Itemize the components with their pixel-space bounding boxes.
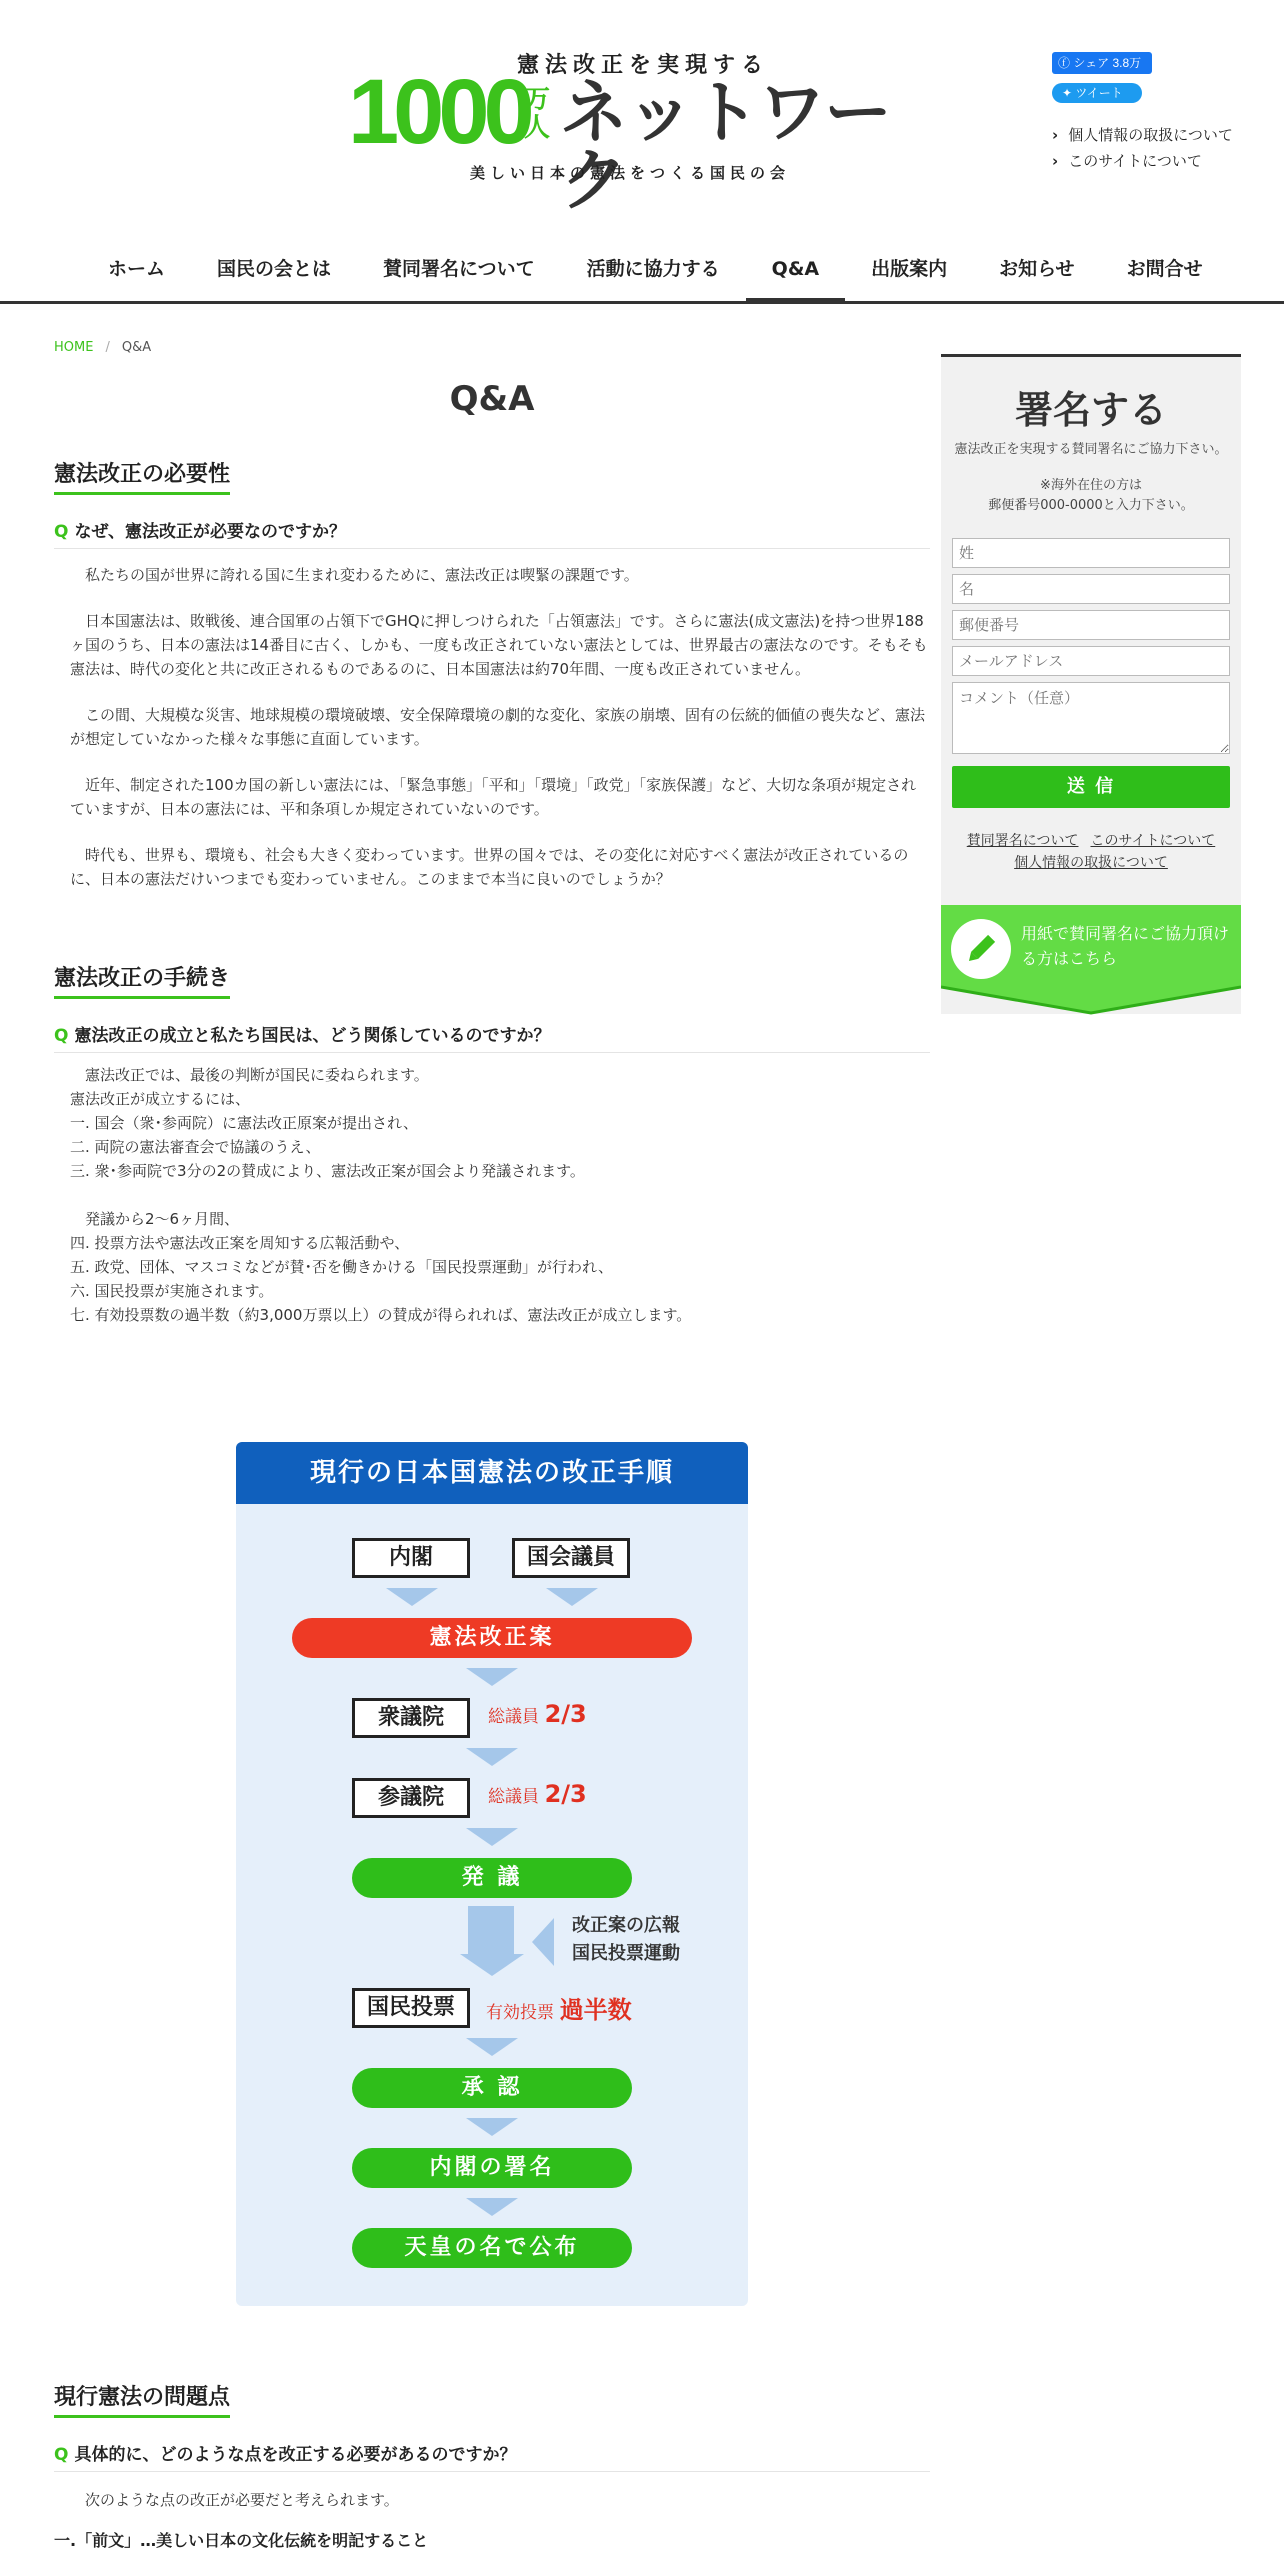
procedure-line: 発議から2～6ヶ月間、	[85, 1210, 240, 1228]
nav-item-contact[interactable]: お問合せ	[1126, 258, 1203, 280]
flow-diet-member: 国会議員	[512, 1538, 630, 1578]
down-arrow-icon	[546, 1588, 598, 1606]
paper-signature-text: 用紙で賛同署名にご協力頂ける方はこちら	[1021, 924, 1230, 968]
down-arrow-icon	[466, 2198, 518, 2216]
privacy-link[interactable]: 個人情報の取扱について	[1014, 855, 1168, 871]
procedure-line: 三. 衆･参両院で3分の2の賛成により、憲法改正案が国会より発議されます。	[70, 1162, 585, 1180]
procedure-line: 五. 政党、団体、マスコミなどが賛･否を働きかける「国民投票運動」が行われ、	[70, 1258, 613, 1276]
tweet-label: ツイート	[1075, 86, 1123, 100]
campaign-line: 国民投票運動	[572, 1943, 680, 1964]
last-name-field[interactable]	[952, 538, 1230, 568]
postal-code-field[interactable]	[952, 610, 1230, 640]
down-arrow-icon	[466, 1828, 518, 1846]
pencil-icon	[951, 919, 1011, 979]
logo-subtitle: 美しい日本の憲法をつくる国民の会	[470, 164, 791, 182]
main-nav	[82, 250, 1229, 302]
procedure-line	[54, 1183, 930, 1207]
section-heading-necessity: 憲法改正の必要性	[54, 457, 230, 495]
lower-house-ratio	[488, 1700, 587, 1728]
signature-title: 署名する	[1014, 388, 1167, 432]
comment-field[interactable]	[952, 682, 1230, 754]
answer-paragraph: 日本国憲法は、敗戦後、連合国軍の占領下でGHQに押しつけられた「占領憲法」です。さらに憲法(成文憲法)を持つ世界188ヶ国のうち、日本の憲法は14番目に古く、しかも、一度も改正されていない憲法としては、世界最古の憲法なのです。そもそも憲法は、時代の変化と共に改正されるものであるのに、日本国憲法は約70年間、一度も改正されていません。	[70, 612, 928, 678]
logo-man: 万人	[524, 85, 551, 143]
section-heading-procedure: 憲法改正の手続き	[54, 961, 230, 999]
site-logo[interactable]	[348, 44, 938, 221]
header-link-label: このサイトについて	[1068, 152, 1202, 170]
signature-description: 憲法改正を実現する賛同署名にご協力下さい。	[954, 442, 1228, 457]
header-link-label: 個人情報の取扱について	[1068, 126, 1233, 144]
down-arrow-icon	[386, 1588, 438, 1606]
facebook-share-label: シェア 3.8万	[1073, 56, 1142, 70]
answer-paragraph: 私たちの国が世界に誇れる国に生まれ変わるために、憲法改正は喫緊の課題です。	[85, 566, 639, 584]
question-text: 具体的に、どのような点を改正する必要があるのですか？	[74, 2445, 517, 2465]
site-about-link[interactable]: このサイトについて	[1090, 833, 1216, 849]
down-arrow-icon	[466, 1668, 518, 1686]
chevron-right-icon: ›	[1052, 152, 1059, 170]
question-text: 憲法改正の成立と私たち国民は、どう関係しているのですか？	[74, 1026, 551, 1046]
flow-upper-house: 参議院	[352, 1778, 470, 1818]
flow-referendum: 国民投票	[352, 1988, 470, 2028]
procedure-line: 憲法改正では、最後の判断が国民に委ねられます。	[85, 1066, 429, 1084]
flow-lower-house: 衆議院	[352, 1698, 470, 1738]
down-arrow-icon	[460, 1954, 524, 1976]
signature-sidebar	[941, 354, 1241, 1014]
twitter-icon: ✦	[1062, 86, 1076, 100]
social-buttons	[1052, 52, 1152, 103]
signature-note: ※海外在住の方は	[1040, 478, 1142, 493]
paper-signature-banner[interactable]	[941, 905, 1241, 1015]
flow-cabinet: 内閣	[352, 1538, 470, 1578]
left-arrow-icon	[532, 1918, 554, 1966]
flow-hatsugi: 発 議	[352, 1858, 632, 1898]
question-heading	[54, 1021, 930, 1053]
nav-item-qa[interactable]: Q&A	[746, 250, 845, 302]
tweet-button[interactable]	[1052, 83, 1142, 103]
answer-paragraph: この間、大規模な災害、地球規模の環境破壊、安全保障環境の劇的な変化、家族の崩壊、固有の伝統的価値の喪失など、憲法が想定していなかった様々な事態に直面しています。	[70, 706, 926, 748]
section-heading-problems: 現行憲法の問題点	[54, 2380, 230, 2418]
ratio-value: 2/3	[544, 1700, 587, 1728]
procedure-line: 六. 国民投票が実施されます。	[70, 1282, 274, 1300]
breadcrumb-separator: /	[105, 340, 110, 355]
logo-tagline: 憲法改正を実現する	[516, 53, 769, 78]
question-heading	[54, 2440, 930, 2472]
chevron-right-icon: ›	[1052, 126, 1059, 144]
signature-about-link[interactable]: 賛同署名について	[966, 833, 1079, 849]
amendment-flowchart	[236, 1442, 748, 2306]
procedure-line: 憲法改正が成立するには、	[70, 1090, 251, 1108]
breadcrumb-current: Q&A	[121, 340, 152, 355]
breadcrumb-home[interactable]: HOME	[54, 340, 94, 355]
submit-button[interactable]: 送 信	[952, 766, 1230, 808]
header-links	[1052, 122, 1233, 174]
nav-item-news[interactable]: お知らせ	[999, 258, 1075, 280]
ratio-label: 総議員	[488, 1707, 539, 1727]
page-title: Q&A	[449, 379, 535, 419]
procedure-list	[54, 1063, 930, 1327]
nav-item-cooperate[interactable]: 活動に協力する	[586, 258, 720, 280]
q-mark: Q	[54, 522, 69, 542]
ratio-value: 過半数	[559, 1996, 632, 2024]
question-heading	[54, 517, 930, 549]
question-text: なぜ、憲法改正が必要なのですか？	[74, 522, 346, 542]
facebook-icon: ⓕ	[1058, 56, 1074, 70]
answer-paragraph: 時代も、世界も、環境も、社会も大きく変わっています。世界の国々では、その変化に対応すべく憲法が改正されているのに、日本の憲法だけいつまでも変わっていません。このままで本当に良いのでしょうか？	[70, 846, 909, 888]
down-arrow-icon	[466, 2038, 518, 2056]
flow-cabinet-signature: 内閣の署名	[352, 2148, 632, 2188]
email-field[interactable]	[952, 646, 1230, 676]
first-name-field[interactable]	[952, 574, 1230, 604]
nav-item-signature[interactable]: 賛同署名について	[383, 258, 535, 280]
answer-paragraph: 近年、制定された100カ国の新しい憲法には、「緊急事態」「平和」「環境」「政党」「家族保護」など、大切な条項が規定されていますが、日本の憲法には、平和条項しか規定されていないのです。	[70, 776, 917, 818]
ratio-value: 2/3	[544, 1780, 587, 1808]
problem-point: 一.「前文」…美しい日本の文化伝統を明記すること	[54, 2531, 429, 2550]
ratio-label: 総議員	[488, 1787, 539, 1807]
main-content	[54, 340, 930, 1327]
nav-item-home[interactable]: ホーム	[108, 258, 166, 280]
procedure-line: 七. 有効投票数の過半数（約3,000万票以上）の賛成が得られれば、憲法改正が成立します。	[70, 1306, 692, 1324]
answer-paragraph: 次のような点の改正が必要だと考えられます。	[85, 2491, 399, 2509]
q-mark: Q	[54, 1026, 69, 1046]
flow-campaign-note	[572, 1912, 680, 1968]
header-link-about[interactable]	[1052, 148, 1233, 174]
upper-house-ratio	[488, 1780, 587, 1808]
campaign-line: 改正案の広報	[572, 1915, 680, 1936]
facebook-share-button[interactable]	[1052, 52, 1152, 74]
flow-approval: 承 認	[352, 2068, 632, 2108]
q-mark: Q	[54, 2445, 69, 2465]
down-arrow-icon	[468, 1906, 514, 1956]
flowchart-title: 現行の日本国憲法の改正手順	[236, 1442, 748, 1504]
flow-amendment-bill: 憲法改正案	[292, 1618, 692, 1658]
signature-note: 郵便番号000-0000と入力下さい。	[988, 498, 1194, 513]
procedure-line: 四. 投票方法や憲法改正案を周知する広報活動や、	[70, 1234, 410, 1252]
logo-number: 1000	[348, 61, 529, 163]
header-link-privacy[interactable]	[1052, 122, 1233, 148]
referendum-ratio	[486, 1990, 632, 2025]
down-arrow-icon	[466, 1748, 518, 1766]
logo-network: ネットワーク	[560, 74, 891, 221]
ratio-label: 有効投票	[486, 2003, 554, 2023]
problems-section	[54, 2380, 930, 2551]
nav-item-about[interactable]: 国民の会とは	[217, 258, 332, 280]
breadcrumb	[54, 340, 930, 355]
procedure-line: 二. 両院の憲法審査会で協議のうえ、	[70, 1138, 321, 1156]
procedure-line: 一. 国会（衆･参両院）に憲法改正原案が提出され、	[70, 1114, 418, 1132]
sidebar-links	[941, 830, 1241, 874]
flow-promulgation: 天皇の名で公布	[352, 2228, 632, 2268]
down-arrow-icon	[466, 2118, 518, 2136]
nav-item-publications[interactable]: 出版案内	[871, 258, 948, 280]
site-header	[0, 0, 1284, 304]
